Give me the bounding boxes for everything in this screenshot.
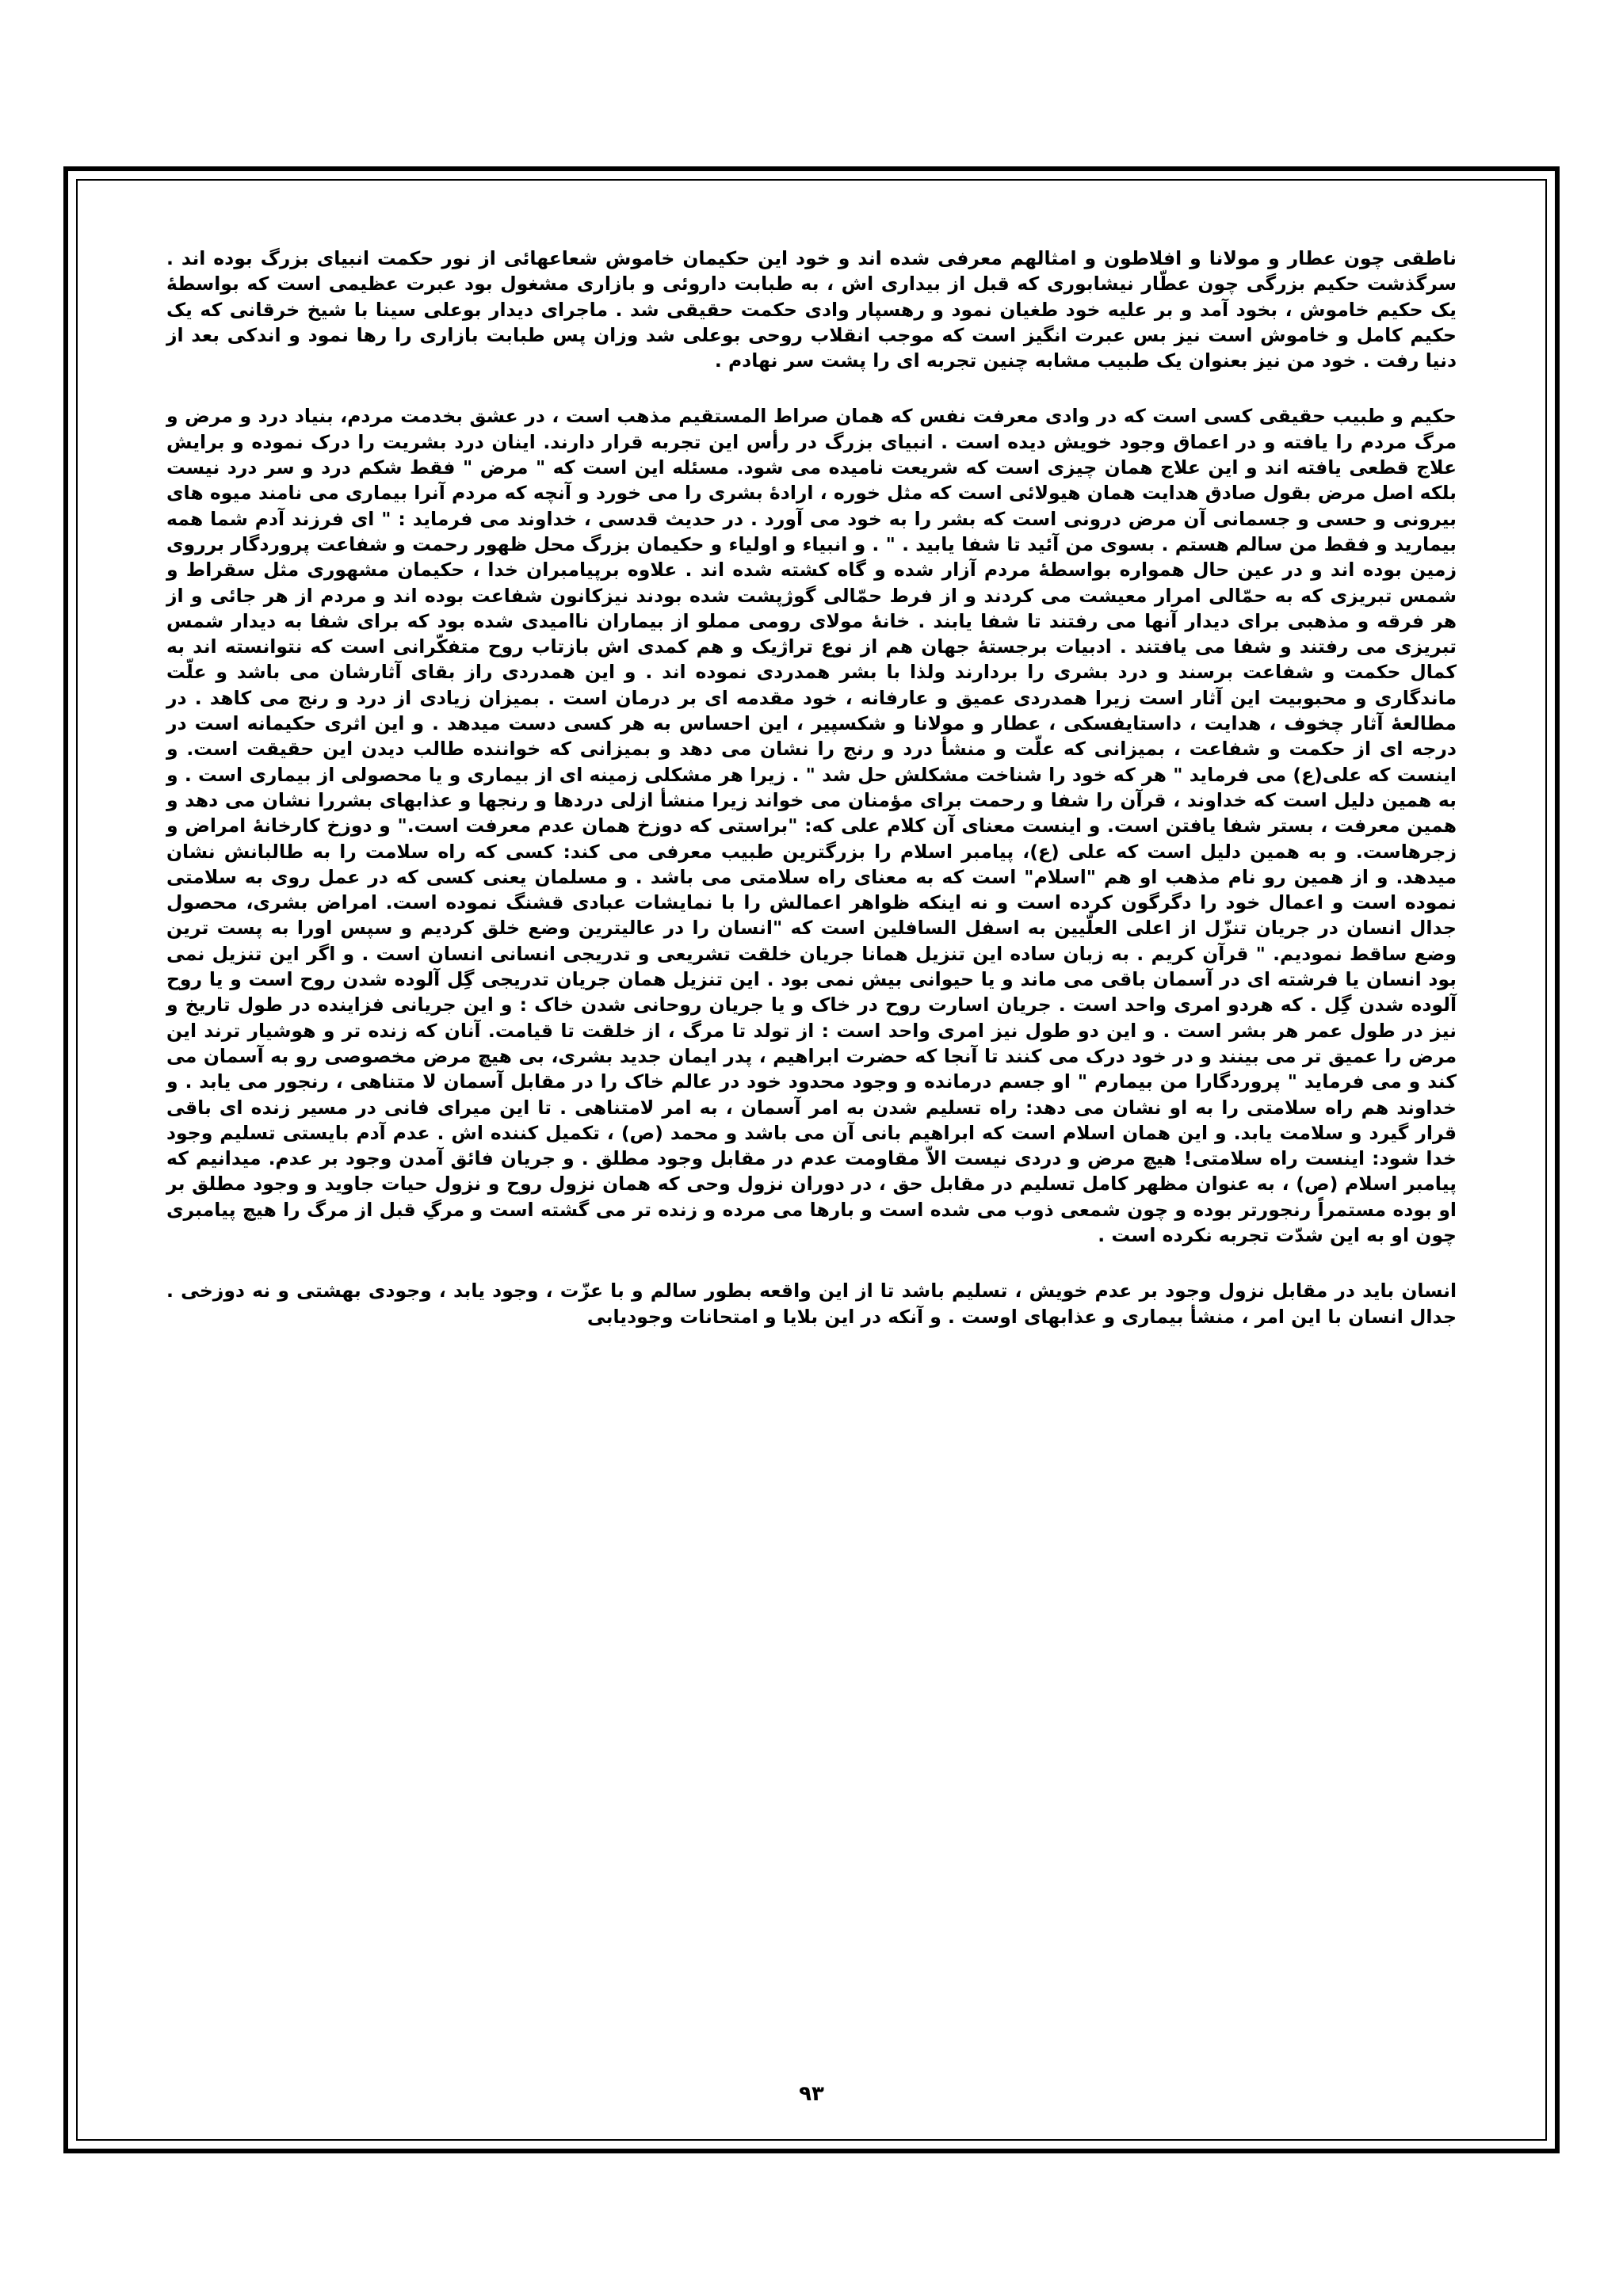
paragraph-3: انسان باید در مقابل نزول وجود بر عدم خویش ، تسلیم باشد تا از این واقعه بطور سالم و با عزّت ، وجود یابد ، وجودی بهشتی و نه دوزخی . جدال انسان با این امر ، منشأ بیماری و عذابهای اوست . و آنکه در این بلایا و امتحانات وجودیابی — [166, 1280, 1457, 1328]
paragraph-spacer — [166, 1248, 1457, 1278]
page-number: ۹۳ — [799, 2082, 824, 2106]
document-body — [166, 246, 1457, 1329]
paragraph-1: ناطقی چون عطار و مولانا و افلاطون و امثالهم معرفی شده اند و خود این حکیمان خاموش شعاعهائی از نور حکمت انبیای بزرگ بوده اند . سرگذشت حکیم بزرگی چون عطّار نیشابوری که قبل از بیداری اش ، به طبابت داروئی و بازاری مشغول بود عبرت عظیمی است که بواسطهٔ یک حکیم خاموش ، بخود آمد و بر علیه خود طغیان نمود و رهسپار وادی حکمت حقیقی شد . ماجرای دیدار بوعلی سینا با شیخ خرقانی که یک حکیم کامل و خاموش است نیز بس عبرت انگیز است که موجب انقلاب روحی بوعلی شد وزان پس طبابت بازاری را رها نمود و اندکی بعد از دنیا رفت . خود من نیز بعنوان یک طبیب مشابه چنین تجربه ای را پشت سر نهادم . — [166, 247, 1457, 372]
paragraph-2: حکیم و طبیب حقیقی کسی است که در وادی معرفت نفس که همان صراط المستقیم مذهب است ، در عشق بخدمت مردم، بنیاد درد و مرض و مرگ مردم را یافته و در اعماق وجود خویش دیده است . انبیای بزرگ در رأس این تجربه قرار دارند. اینان درد بشریت را درک نموده و برایش علاج قطعی یافته اند و این علاج همان چیزی است که شریعت نامیده می شود. مسئله این است که " مرض " فقط شکم درد و سر درد نیست بلکه اصل مرض بقول صادق هدایت همان هیولائی است که مثل خوره ، ارادهٔ بشری را می خورد و آنچه که مردم آنرا بیماری می نامند میوه های بیرونی و حسی و جسمانی آن مرض درونی است که بشر را به خود می آورد . در حدیث قدسی ، خداوند می فرماید : " ای فرزند آدم شما همه بیمارید و فقط من سالم هستم . بسوی من آئید تا شفا یابید . " . و انبیاء و اولیاء و حکیمان بزرگ محل ظهور رحمت و شفاعت پروردگار برروی زمین بوده اند و در عین حال همواره بواسطهٔ مردم آزار شده و گاه کشته شده اند . علاوه برپیامبران خدا ، حکیمان مشهوری مثل سقراط و شمس تبریزی که به حمّالی امرار معیشت می کردند و از فرط حمّالی گوژپشت شده بودند نیزکانون شفاعت بوده اند و مردم از هر جائی و از هر فرقه و مذهبی برای دیدار آنها می رفتند تا شفا یابند . خانهٔ مولای رومی مملو از بیماران ناامیدی شده بود که برای شفا به دیدار شمس تبریزی می رفتند و شفا می یافتند . ادبیات برجستهٔ جهان هم از نوع تراژیک و هم کمدی اش بازتاب روح متفکّرانی است که نتوانسته اند به کمال حکمت و شفاعت برسند و درد بشری را بردارند ولذا با بشر همدردی نموده اند . و این همدردی راز بقای آثارشان می باشد و علّت ماندگاری و محبوبیت این آثار است زیرا همدردی عمیق و عارفانه ، خود مقدمه ای بر درمان است . بمیزان زیادی از درد و رنج می کاهد . در مطالعهٔ آثار چخوف ، هدایت ، داستایفسکی ، عطار و مولانا و شکسپیر ، این احساس به هر کسی دست میدهد . و این اثری حکیمانه است در درجه ای از حکمت و شفاعت ، بمیزانی که علّت و منشأ درد و رنج را نشان می دهد و بمیزانی که خواننده طالب دیدن این حقیقت است. و اینست که علی(ع) می فرماید " هر که خود را شناخت مشکلش حل شد " . زیرا هر مشکلی زمینه ای از بیماری و یا محصولی از بیماری است . و به همین دلیل است که خداوند ، قرآن را شفا و رحمت برای مؤمنان می خواند زیرا منشأ ازلی دردها و رنجها و عذابهای بشررا نشان می دهد و همین معرفت ، بستر شفا یافتن است. و اینست معنای آن کلام علی که: "براستی که دوزخ همان عدم معرفت است." و دوزخ کارخانهٔ امراض و زجرهاست. و به همین دلیل است که علی (ع)، پیامبر اسلام را بزرگترین طبیب معرفی می کند: کسی که راه سلامت را به طالبانش نشان میدهد. و از همین رو نام مذهب او هم "اسلام" است که به معنای راه سلامتی می باشد . و مسلمان یعنی کسی که در عمل روی به سلامتی نموده است و اعمال خود را دگرگون کرده است و نه اینکه ظواهر اعمالش را با نمایشات عبادی قشنگ نموده است. امراض بشری، محصول جدال انسان در جریان تنزّل از اعلی العلّیین به اسفل السافلین است که "انسان را در عالیترین وضع خلق کردیم و سپس اورا به پست ترین وضع ساقط نمودیم. " قرآن کریم . به زبان ساده این تنزیل همانا جریان خلقت تشریعی و تدریجی انسانی انسان است . و اگر این تنزیل نمی بود انسان یا فرشته ای در آسمان باقی می ماند و یا حیوانی بیش نمی بود . این تنزیل همان جریان تدریجی گِل آلوده شدن روح است و یا روح آلوده شدن گِل . که هردو امری واحد است . جریان اسارت روح در خاک و یا جریان روحانی شدن خاک : و این جریانی فزاینده در طول تاریخ و نیز در طول عمر هر بشر است . و این دو طول نیز امری واحد است : از تولد تا مرگ ، از خلقت تا قیامت. آنان که زنده تر و هوشیار ترند این مرض را عمیق تر می بینند و در خود درک می کنند تا آنجا که حضرت ابراهیم ، پدر ایمان جدید بشری، بی هیچ مرض مخصوصی رو به آسمان می کند و می فرماید " پروردگارا من بیمارم " او جسم درمانده و وجود محدود خود در عالم خاک را در مقابل آسمان لا متناهی ، رنجور می یابد . و خداوند هم راه سلامتی را به او نشان می دهد: راه تسلیم شدن به امر آسمان ، به امر لامتناهی . تا این میرای فانی در مسیر زنده ای باقی قرار گیرد و سلامت یابد. و این همان اسلام است که ابراهیم بانی آن می باشد و محمد (ص) ، تکمیل کننده اش . عدم آدم بایستی تسلیم وجود خدا شود: اینست راه سلامتی! هیچ مرض و دردی نیست الاّ مقاومت عدم در مقابل وجود مطلق . و جریان فائق آمدن وجود بر عدم. میدانیم که پیامبر اسلام (ص) ، به عنوان مظهر کامل تسلیم در مقابل حق ، در دوران نزول وحی که همان نزول روح و نزول حیات جاوید و وجود مطلق بر او بوده مستمراً رنجورتر بوده و چون شمعی ذوب می شده است و بارها می مرده و زنده تر می گشته است و مرگِ قبل از مرگ را هیچ پیامبری چون او به این شدّت تجربه نکرده است . — [166, 405, 1457, 1246]
paragraph-spacer — [166, 373, 1457, 403]
